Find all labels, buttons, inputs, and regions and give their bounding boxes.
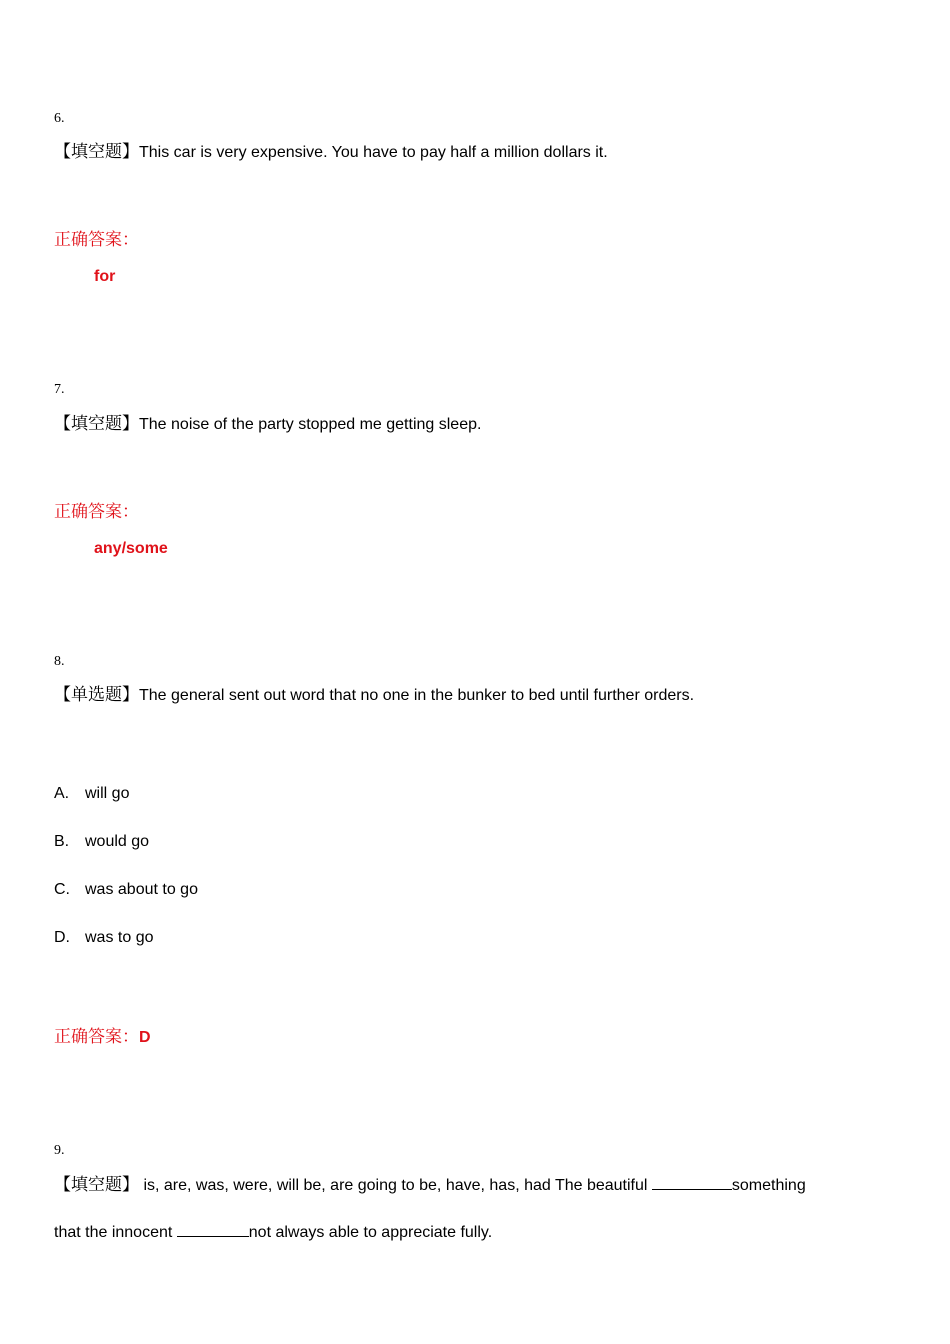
question-8-number: 8. — [54, 654, 65, 669]
option-a[interactable] — [54, 783, 129, 805]
question-8-answer-label: 正确答案： — [54, 1027, 139, 1047]
question-9-line2-part2: not always able to appreciate fully. — [248, 1224, 493, 1241]
question-7-text: The noise of the party stopped me getting sleep. — [139, 416, 482, 433]
question-7-answer-label: 正确答案： — [54, 502, 139, 522]
question-9-line2-part1: that the innocent — [54, 1224, 177, 1241]
option-text: was about to go — [85, 881, 198, 898]
option-letter: B. — [54, 833, 70, 850]
question-6-answer: for — [94, 268, 116, 285]
question-6-stem — [54, 141, 608, 164]
question-8-text: The general sent out word that no one in the bunker to bed until further orders. — [139, 687, 695, 704]
fill-blank-2[interactable] — [177, 1222, 249, 1237]
option-letter: D. — [54, 929, 70, 946]
fill-blank-1[interactable] — [652, 1175, 732, 1190]
question-9-text-part1: is, are, was, were, will be, are going to be, have, has, had The beautiful — [139, 1177, 652, 1194]
question-8-stem — [54, 684, 694, 707]
question-9-number: 9. — [54, 1143, 65, 1158]
option-text: will go — [85, 785, 130, 802]
question-8-answer-row — [54, 1026, 151, 1049]
option-letter: A. — [54, 785, 70, 802]
question-7-stem — [54, 413, 481, 436]
option-letter: C. — [54, 881, 70, 898]
question-type-label: 【单选题】 — [54, 685, 139, 705]
question-6-number: 6. — [54, 111, 65, 126]
question-9-stem-line2 — [54, 1222, 492, 1244]
question-9-text-part2: something — [731, 1177, 806, 1194]
question-type-label: 【填空题】 — [54, 414, 139, 434]
option-text: was to go — [85, 929, 154, 946]
question-7-number: 7. — [54, 382, 65, 397]
question-6-answer-label: 正确答案： — [54, 230, 139, 250]
option-c[interactable] — [54, 879, 198, 901]
option-b[interactable] — [54, 831, 149, 853]
question-6-text: This car is very expensive. You have to pay half a million dollars it. — [139, 144, 608, 161]
question-type-label: 【填空题】 — [54, 142, 139, 162]
question-7-answer: any/some — [94, 540, 168, 557]
question-9-stem-line1 — [54, 1174, 806, 1197]
question-8-answer: D — [139, 1029, 151, 1046]
option-d[interactable] — [54, 927, 153, 949]
question-type-label: 【填空题】 — [54, 1175, 139, 1195]
option-text: would go — [85, 833, 150, 850]
